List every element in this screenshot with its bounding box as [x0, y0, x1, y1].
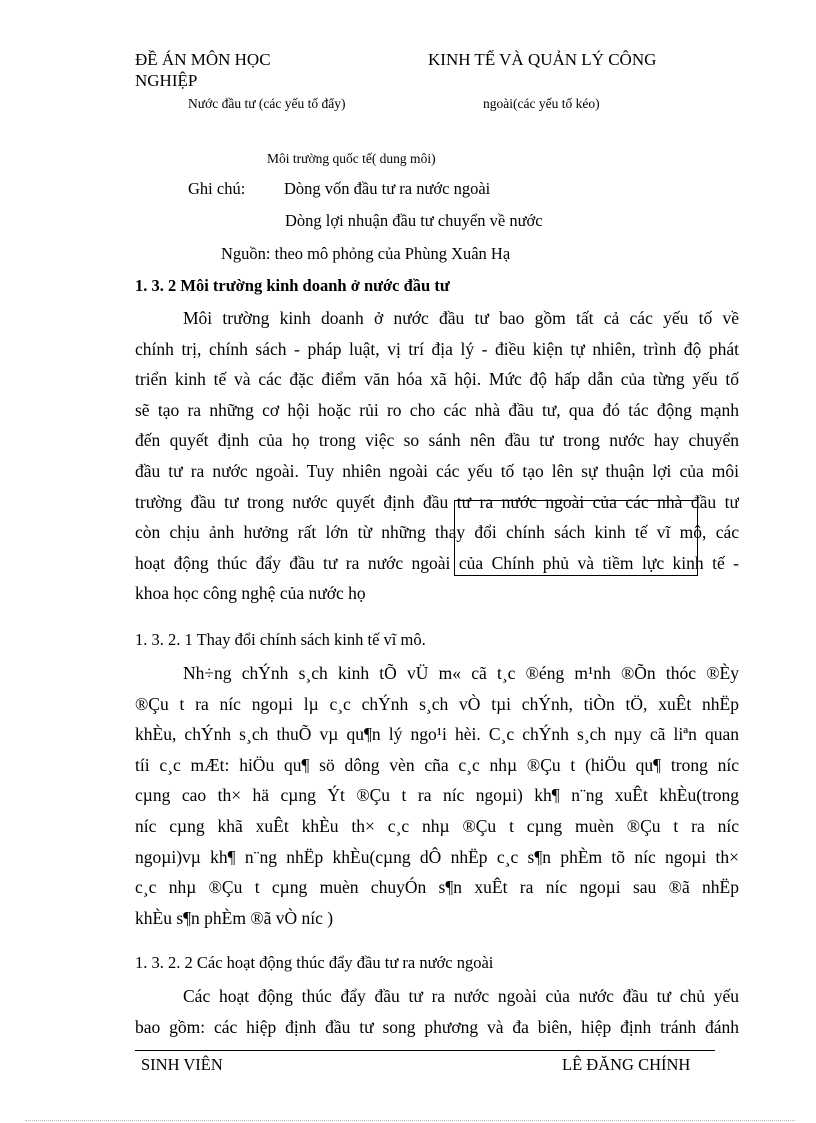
paragraph-line: Môi trường kinh doanh ở nước đầu tư bao gồm tất cả các yếu tố về [183, 308, 739, 328]
paragraph-line: níc cµng khã xuÊt khÈu th× c¸c nhµ ®Çu t cµng muèn ®Çu t ra níc [135, 815, 739, 836]
notes-line1: Dòng vốn đầu tư ra nước ngoài [284, 179, 491, 198]
paragraph-line: c¸c nhµ ®Çu t cµng muèn chuyÓn s¶n xuÊt ra níc ngoµi sau ®ã nhËp [135, 877, 739, 898]
diagram-center-label: Môi trường quốc tế( dung môi) [267, 151, 436, 166]
paragraph-line: trường đầu tư trong nước quyết định đầu tư ra nước ngoài của các nhà đầu tư [135, 491, 739, 512]
notes-line2: Dòng lợi nhuận đầu tư chuyển về nước [285, 211, 543, 230]
paragraph-line: cµng cao th× hä cµng Ýt ®Çu t ra níc ngoµi) kh¶ n¨ng xuÊt khÈu(trong [135, 785, 739, 806]
paragraph-2 [135, 658, 739, 933]
paragraph-line: triển kinh tế và các đặc điểm văn hóa xã hội. Mức độ hấp dẫn của từng yếu tố [135, 369, 739, 390]
paragraph-line: bao gồm: các hiệp định đầu tư song phương và đa biên, hiệp định tránh đánh [135, 1016, 739, 1037]
diagram-right-label: ngoài(các yếu tố kéo) [483, 96, 600, 111]
header-left-line1: ĐỀ ÁN MÔN HỌC [135, 50, 271, 69]
paragraph-line: đầu tư ra nước ngoài. Tuy nhiên ngoài các yếu tố tạo lên sự thuận lợi của môi [135, 460, 739, 481]
paragraph-line: hoạt động thúc đẩy đầu tư ra nước ngoài của Chính phủ và tiềm lực kinh tế - [135, 552, 739, 573]
page-edge-divider [25, 1120, 795, 1121]
paragraph-line: ®Çu t ra níc ngoµi lµ c¸c chÝnh s¸ch vÒ tµi chÝnh, tiÒn tÖ, xuÊt nhËp [135, 693, 739, 714]
paragraph-line: ngoµi)vµ kh¶ n¨ng nhËp khÈu(cµng dÔ nhËp c¸c s¶n phÈm tõ níc ngoµi th× [135, 846, 739, 867]
notes-label: Ghi chú: [188, 179, 246, 198]
paragraph-line: còn chịu ảnh hưởng rất lớn từ những thay đổi chính sách kinh tế vĩ mô, các [135, 522, 739, 543]
paragraph-line: khÈu s¶n phÈm ®ã vÒ níc ) [135, 907, 334, 928]
floating-text-box [454, 500, 698, 576]
paragraph-line: Nh÷ng chÝnh s¸ch kinh tÕ vÜ m« cã t¸c ®éng m¹nh ®Õn thóc ®Èy [183, 663, 739, 683]
paragraph-line: sẽ tạo ra những cơ hội hoặc rủi ro cho các nhà đầu tư, qua đó tác động mạnh [135, 399, 739, 420]
paragraph-line: Các hoạt động thúc đẩy đầu tư ra nước ngoài của nước đầu tư chủ yếu [183, 986, 739, 1006]
paragraph-line: khoa học công nghệ của nước họ [135, 583, 366, 604]
section-heading: 1. 3. 2 Môi trường kinh doanh ở nước đầu tư [135, 276, 450, 295]
notes-source: Nguồn: theo mô phỏng của Phùng Xuân Hạ [221, 244, 511, 263]
paragraph-line: khÈu, chÝnh s¸ch thuÕ vµ qu¶n lý ngo¹i hèi. C¸c chÝnh s¸ch nµy cã liªn quan [135, 724, 739, 745]
paragraph-line: đến quyết định của họ trong việc so sánh nên đầu tư trong nước hay chuyển [135, 430, 739, 451]
footer-left: SINH VIÊN [141, 1055, 223, 1074]
paragraph-3 [135, 981, 739, 1042]
paragraph-line: chính trị, chính sách - pháp luật, vị trí địa lý - điều kiện tự nhiên, trình độ phát [135, 338, 739, 359]
header-left-line2: NGHIỆP [135, 71, 198, 90]
paragraph-line: tíi c¸c mÆt: hiÖu qu¶ sö dông vèn cña c¸c nhµ ®Çu t (hiÖu qu¶ trong níc [135, 754, 739, 775]
diagram-left-label: Nước đầu tư (các yếu tố đẩy) [188, 96, 346, 111]
header-right: KINH TẾ VÀ QUẢN LÝ CÔNG [428, 50, 657, 69]
footer-right: LÊ ĐĂNG CHÍNH [562, 1055, 691, 1074]
subsection-heading-1: 1. 3. 2. 1 Thay đổi chính sách kinh tế vĩ mô. [135, 630, 426, 649]
footer-rule [135, 1050, 715, 1051]
subsection-heading-2: 1. 3. 2. 2 Các hoạt động thúc đẩy đầu tư ra nước ngoài [135, 953, 494, 972]
